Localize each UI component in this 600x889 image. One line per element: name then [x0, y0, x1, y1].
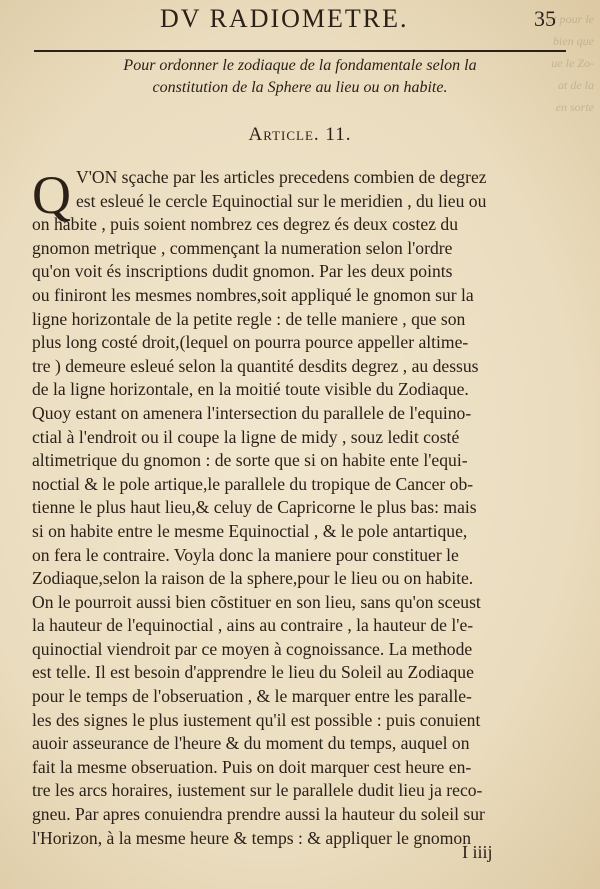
- signature-mark: I iiij: [462, 842, 493, 862]
- section-heading-line: Pour ordonner le zodiaque de la fondamentale selon la: [123, 57, 477, 74]
- text-line: plus long costé droit,(lequel on pourra pource appeller altime-: [32, 332, 469, 353]
- text-line: gnomon metrique , commençant la numeration selon l'ordre: [32, 237, 453, 258]
- text-line: ctial à l'endroit ou il coupe la ligne de midy , souz ledit costé: [32, 426, 460, 447]
- section-heading: [60, 55, 540, 99]
- body-lines: [32, 166, 566, 850]
- article-label: Article. 11.: [248, 124, 352, 145]
- text-line: tre ) demeure esleué selon la quantité desdits degrez , au dessus: [32, 355, 479, 376]
- running-title: DV RADIOMETRE.: [160, 4, 409, 33]
- text-line: qu'on voit és inscriptions dudit gnomon. Par les deux points: [32, 261, 453, 282]
- text-line: de la ligne horizontale, en la moitié toute visible du Zodiaque.: [32, 379, 469, 400]
- text-line: Zodiaque,selon la raison de la sphere,pour le lieu ou on habite.: [32, 568, 474, 589]
- body-text: [32, 166, 566, 850]
- text-line: si on habite entre le mesme Equinoctial , & le pole antartique,: [32, 520, 468, 541]
- header-rule: [34, 50, 566, 52]
- text-line: les des signes le plus iustement qu'il est possible : puis conuient: [32, 709, 481, 730]
- text-line: est telle. Il est besoin d'apprendre le lieu du Soleil au Zodiaque: [32, 662, 474, 683]
- text-line: quinoctial viendroit par ce moyen à cognoissance. La methode: [32, 638, 473, 659]
- text-line: Quoy estant on amenera l'intersection du parallele de l'equino-: [32, 402, 472, 423]
- running-head: [0, 2, 600, 38]
- text-line: auoir asseurance de l'heure & du moment du temps, auquel on: [32, 733, 470, 754]
- text-line: tre les arcs horaires, iustement sur le parallele dudit lieu ja reco-: [32, 780, 483, 801]
- text-line: noctial & le pole artique,le parallele du tropique de Cancer ob-: [32, 473, 474, 494]
- text-line: la hauteur de l'equinoctial , ains au contraire , la hauteur de l'e-: [32, 615, 474, 636]
- text-line: ligne horizontale de la petite regle : de telle maniere , que son: [32, 308, 466, 329]
- text-line: gneu. Par apres conuiendra prendre aussi la hauteur du soleil sur: [32, 804, 485, 825]
- text-line: pour le temps de l'obseruation , & le marquer entre les paralle-: [32, 686, 472, 707]
- text-line: on fera le contraire. Voyla donc la maniere pour constituer le: [32, 544, 459, 565]
- text-line: l'Horizon, à la mesme heure & temps : & appliquer le gnomon: [32, 827, 471, 848]
- show-through-text: et pour le bien que ue le Zo- at de la en sorte: [548, 12, 594, 114]
- section-heading-line: constitution de la Sphere au lieu ou on habite.: [152, 79, 448, 96]
- text-line: tienne le plus haut lieu,& celuy de Capricorne le plus bas: mais: [32, 497, 477, 518]
- text-line: fait la mesme obseruation. Puis on doit marquer cest heure en-: [32, 756, 472, 777]
- text-line: V'ON sçache par les articles precedens combien de degrez: [76, 167, 487, 187]
- text-line: altimetrique du gnomon : de sorte que si on habite ente l'equi-: [32, 450, 468, 471]
- page-number: 35: [534, 6, 556, 31]
- text-line: on habite , puis soient nombrez ces degrez és deux costez du: [32, 214, 459, 235]
- drop-cap: Q: [32, 165, 71, 225]
- text-line: ou finiront les mesmes nombres,soit appliqué le gnomon sur la: [32, 284, 474, 305]
- text-line: est esleué le cercle Equinoctial sur le meridien , du lieu ou: [76, 190, 487, 211]
- text-line: On le pourroit aussi bien cõstituer en son lieu, sans qu'on sceust: [32, 591, 481, 612]
